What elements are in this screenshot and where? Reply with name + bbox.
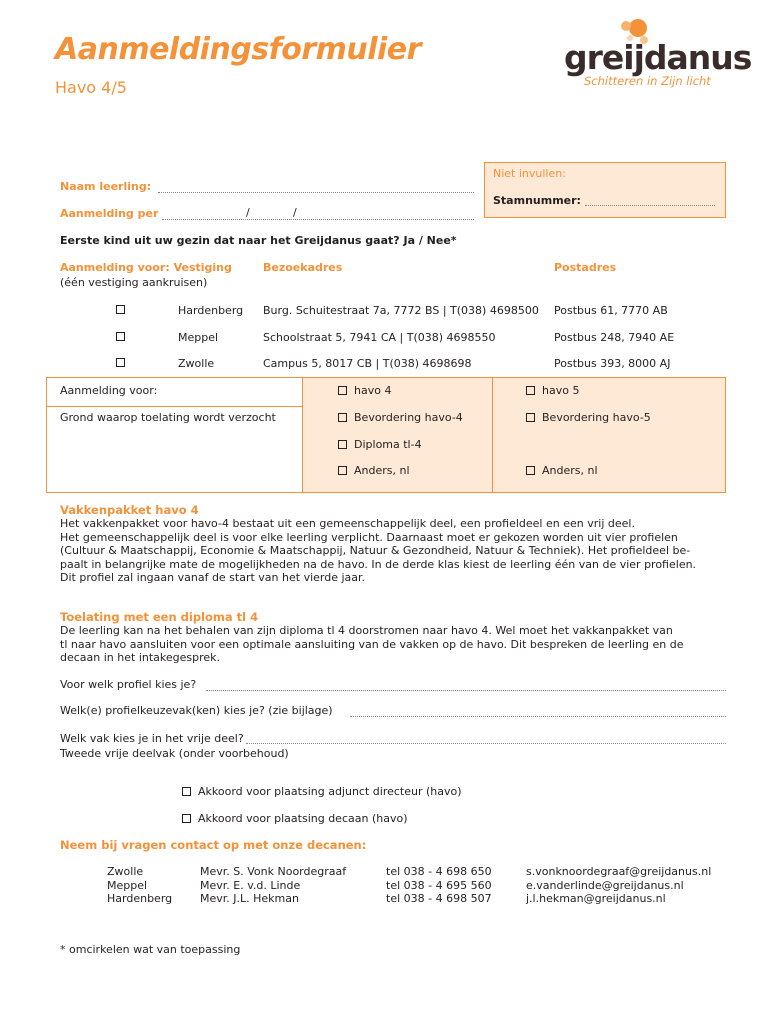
checkbox[interactable]: [182, 787, 191, 796]
vrije-deel-question: Welk vak kies je in het vrije deel?: [60, 732, 244, 745]
contact-name: Mevr. S. Vonk Noordegraaf: [200, 865, 347, 878]
paragraph-line: paalt in belangrijke mate de mogelijkheden na de havo. In de derde klas kiest de leerling één van de vier profielen.: [60, 557, 697, 571]
akkoord-decaan-option[interactable]: [182, 812, 407, 825]
contact-name: Mevr. J.L. Hekman: [200, 892, 299, 906]
diploma-title: Toelating met een diploma tl 4: [60, 610, 259, 624]
location-bezoekadres: Campus 5, 8017 CB | T(038) 4698698: [263, 357, 472, 370]
postadres-header: Postadres: [554, 261, 617, 274]
vestiging-note: (één vestiging aankruisen): [60, 276, 208, 289]
paragraph-line: (Cultuur & Maatschappij, Economie & Maatschappij, Natuur & Gezondheid, Natuur & Techniek). Het profieldeel be-: [60, 544, 691, 558]
eerste-kind-question: Eerste kind uit uw gezin dat naar het Greijdanus gaat? Ja / Nee*: [60, 234, 457, 247]
havo4-column: [302, 378, 492, 492]
profiel-question: Voor welk profiel kies je?: [60, 678, 197, 691]
table-labels: [47, 378, 302, 492]
checkbox[interactable]: [338, 466, 347, 475]
havo5-column: [492, 378, 725, 492]
school-logo: [560, 18, 752, 93]
checkbox[interactable]: [526, 386, 535, 395]
contact-email-link[interactable]: j.l.hekman@greijdanus.nl: [526, 892, 666, 906]
date-separator: /: [246, 206, 250, 219]
location-postadres: Postbus 248, 7940 AE: [554, 331, 675, 344]
option-label: Bevordering havo-5: [542, 411, 651, 424]
paragraph-line: Het gemeenschappelijk deel is voor elke leerling verplicht. Daarnaast moet er gekozen worden uit vier profielen: [60, 530, 678, 544]
option-label: havo 5: [542, 384, 580, 397]
vestiging-checkbox[interactable]: [116, 332, 125, 341]
option-havo4[interactable]: [338, 384, 391, 397]
naam-field[interactable]: [158, 192, 474, 193]
contact-phone: tel 038 - 4 698 507: [386, 892, 492, 906]
form-subtitle: Havo 4/5: [55, 78, 127, 97]
checkbox[interactable]: [526, 466, 535, 475]
option-label: Diploma tl-4: [354, 438, 422, 451]
location-name: Hardenberg: [178, 304, 244, 317]
bezoekadres-header: Bezoekadres: [263, 261, 343, 274]
contact-name: Mevr. E. v.d. Linde: [200, 878, 301, 892]
naam-label: Naam leerling:: [60, 180, 152, 193]
option-label: havo 4: [354, 384, 392, 397]
contact-phone: tel 038 - 4 698 650: [386, 865, 492, 878]
contact-email-link[interactable]: s.vonknoordegraaf@greijdanus.nl: [526, 865, 712, 878]
paragraph-line: Het vakkenpakket voor havo-4 bestaat uit een gemeenschappelijk deel, een profieldeel en een vrij deel.: [60, 517, 635, 530]
vestiging-header: Aanmelding voor: Vestiging: [60, 261, 232, 274]
table-divider: [47, 406, 302, 407]
akkoord-adjunct-option[interactable]: [182, 785, 462, 798]
logo-tagline: Schitteren in Zijn licht: [584, 74, 711, 88]
stamnummer-field[interactable]: [585, 205, 715, 206]
location-bezoekadres: Burg. Schuitestraat 7a, 7772 BS | T(038) 4698500: [263, 304, 539, 317]
checkbox[interactable]: [526, 413, 535, 422]
paragraph-line: Dit profiel zal ingaan vanaf de start van het vierde jaar.: [60, 571, 366, 585]
profielkeuzevak-question: Welk(e) profielkeuzevak(ken) kies je? (zie bijlage): [60, 704, 333, 717]
contact-email-link[interactable]: e.vanderlinde@greijdanus.nl: [526, 878, 684, 892]
vakkenpakket-title: Vakkenpakket havo 4: [60, 503, 199, 517]
option-label: Akkoord voor plaatsing decaan (havo): [198, 812, 408, 825]
aanmelding-date-field[interactable]: [162, 219, 474, 220]
option-bevordering-havo4[interactable]: [338, 411, 463, 424]
location-name: Zwolle: [178, 357, 215, 370]
stamnummer-label: Stamnummer:: [493, 194, 581, 207]
vestiging-checkbox[interactable]: [116, 305, 125, 314]
office-use-label: Niet invullen:: [493, 167, 566, 180]
aanmelding-voor-label: Aanmelding voor:: [60, 384, 158, 397]
vakkenpakket-text: [60, 517, 696, 585]
aanmelding-per-label: Aanmelding per: [60, 207, 159, 220]
option-diploma-tl4[interactable]: [338, 438, 422, 451]
location-bezoekadres: Schoolstraat 5, 7941 CA | T(038) 4698550: [263, 331, 496, 344]
date-separator: /: [293, 206, 297, 219]
option-anders-havo4[interactable]: [338, 464, 410, 477]
form-title: Aanmeldingsformulier: [55, 32, 421, 67]
location-postadres: Postbus 61, 7770 AB: [554, 304, 668, 317]
option-bevordering-havo5[interactable]: [526, 411, 651, 424]
contact-place: Meppel: [107, 878, 148, 892]
option-label: Akkoord voor plaatsing adjunct directeur (havo): [198, 785, 462, 798]
checkbox[interactable]: [338, 386, 347, 395]
contact-places: [107, 865, 172, 906]
paragraph-line: decaan in het intakegesprek.: [60, 651, 221, 665]
contact-emails: [526, 865, 711, 906]
option-anders-havo5[interactable]: [526, 464, 598, 477]
footnote: * omcirkelen wat van toepassing: [60, 943, 241, 956]
paragraph-line: tl naar havo aansluiten voor een optimale aansluiting van de vakken op de havo. Dit bespreken de leerling en de: [60, 637, 684, 651]
paragraph-line: De leerling kan na het behalen van zijn diploma tl 4 doorstromen naar havo 4. Wel moet het vakkanpakket van: [60, 624, 673, 637]
profiel-answer-field[interactable]: [206, 690, 726, 691]
contact-names: [200, 865, 346, 906]
checkbox[interactable]: [338, 413, 347, 422]
office-use-box: [484, 162, 726, 218]
vestiging-checkbox[interactable]: [116, 358, 125, 367]
logo-wordmark: greijdanus: [564, 38, 752, 77]
checkbox[interactable]: [182, 814, 191, 823]
diploma-text: [60, 624, 684, 665]
tweede-vrije-deelvak-question: Tweede vrije deelvak (onder voorbehoud): [60, 747, 289, 760]
contact-phone: tel 038 - 4 695 560: [386, 878, 492, 892]
grond-toelating-label: Grond waarop toelating wordt verzocht: [60, 411, 276, 424]
option-label: Anders, nl: [542, 464, 598, 477]
contact-title: Neem bij vragen contact op met onze decanen:: [60, 838, 367, 852]
location-postadres: Postbus 393, 8000 AJ: [554, 357, 671, 370]
option-label: Anders, nl: [354, 464, 410, 477]
checkbox[interactable]: [338, 440, 347, 449]
vrije-deel-answer-field[interactable]: [246, 743, 726, 744]
contact-place: Zwolle: [107, 865, 144, 878]
option-havo5[interactable]: [526, 384, 579, 397]
contact-phones: [386, 865, 492, 906]
registration-table: [46, 377, 726, 493]
profielkeuzevak-answer-field[interactable]: [350, 716, 726, 717]
option-label: Bevordering havo-4: [354, 411, 463, 424]
location-name: Meppel: [178, 331, 219, 344]
contact-place: Hardenberg: [107, 892, 173, 906]
